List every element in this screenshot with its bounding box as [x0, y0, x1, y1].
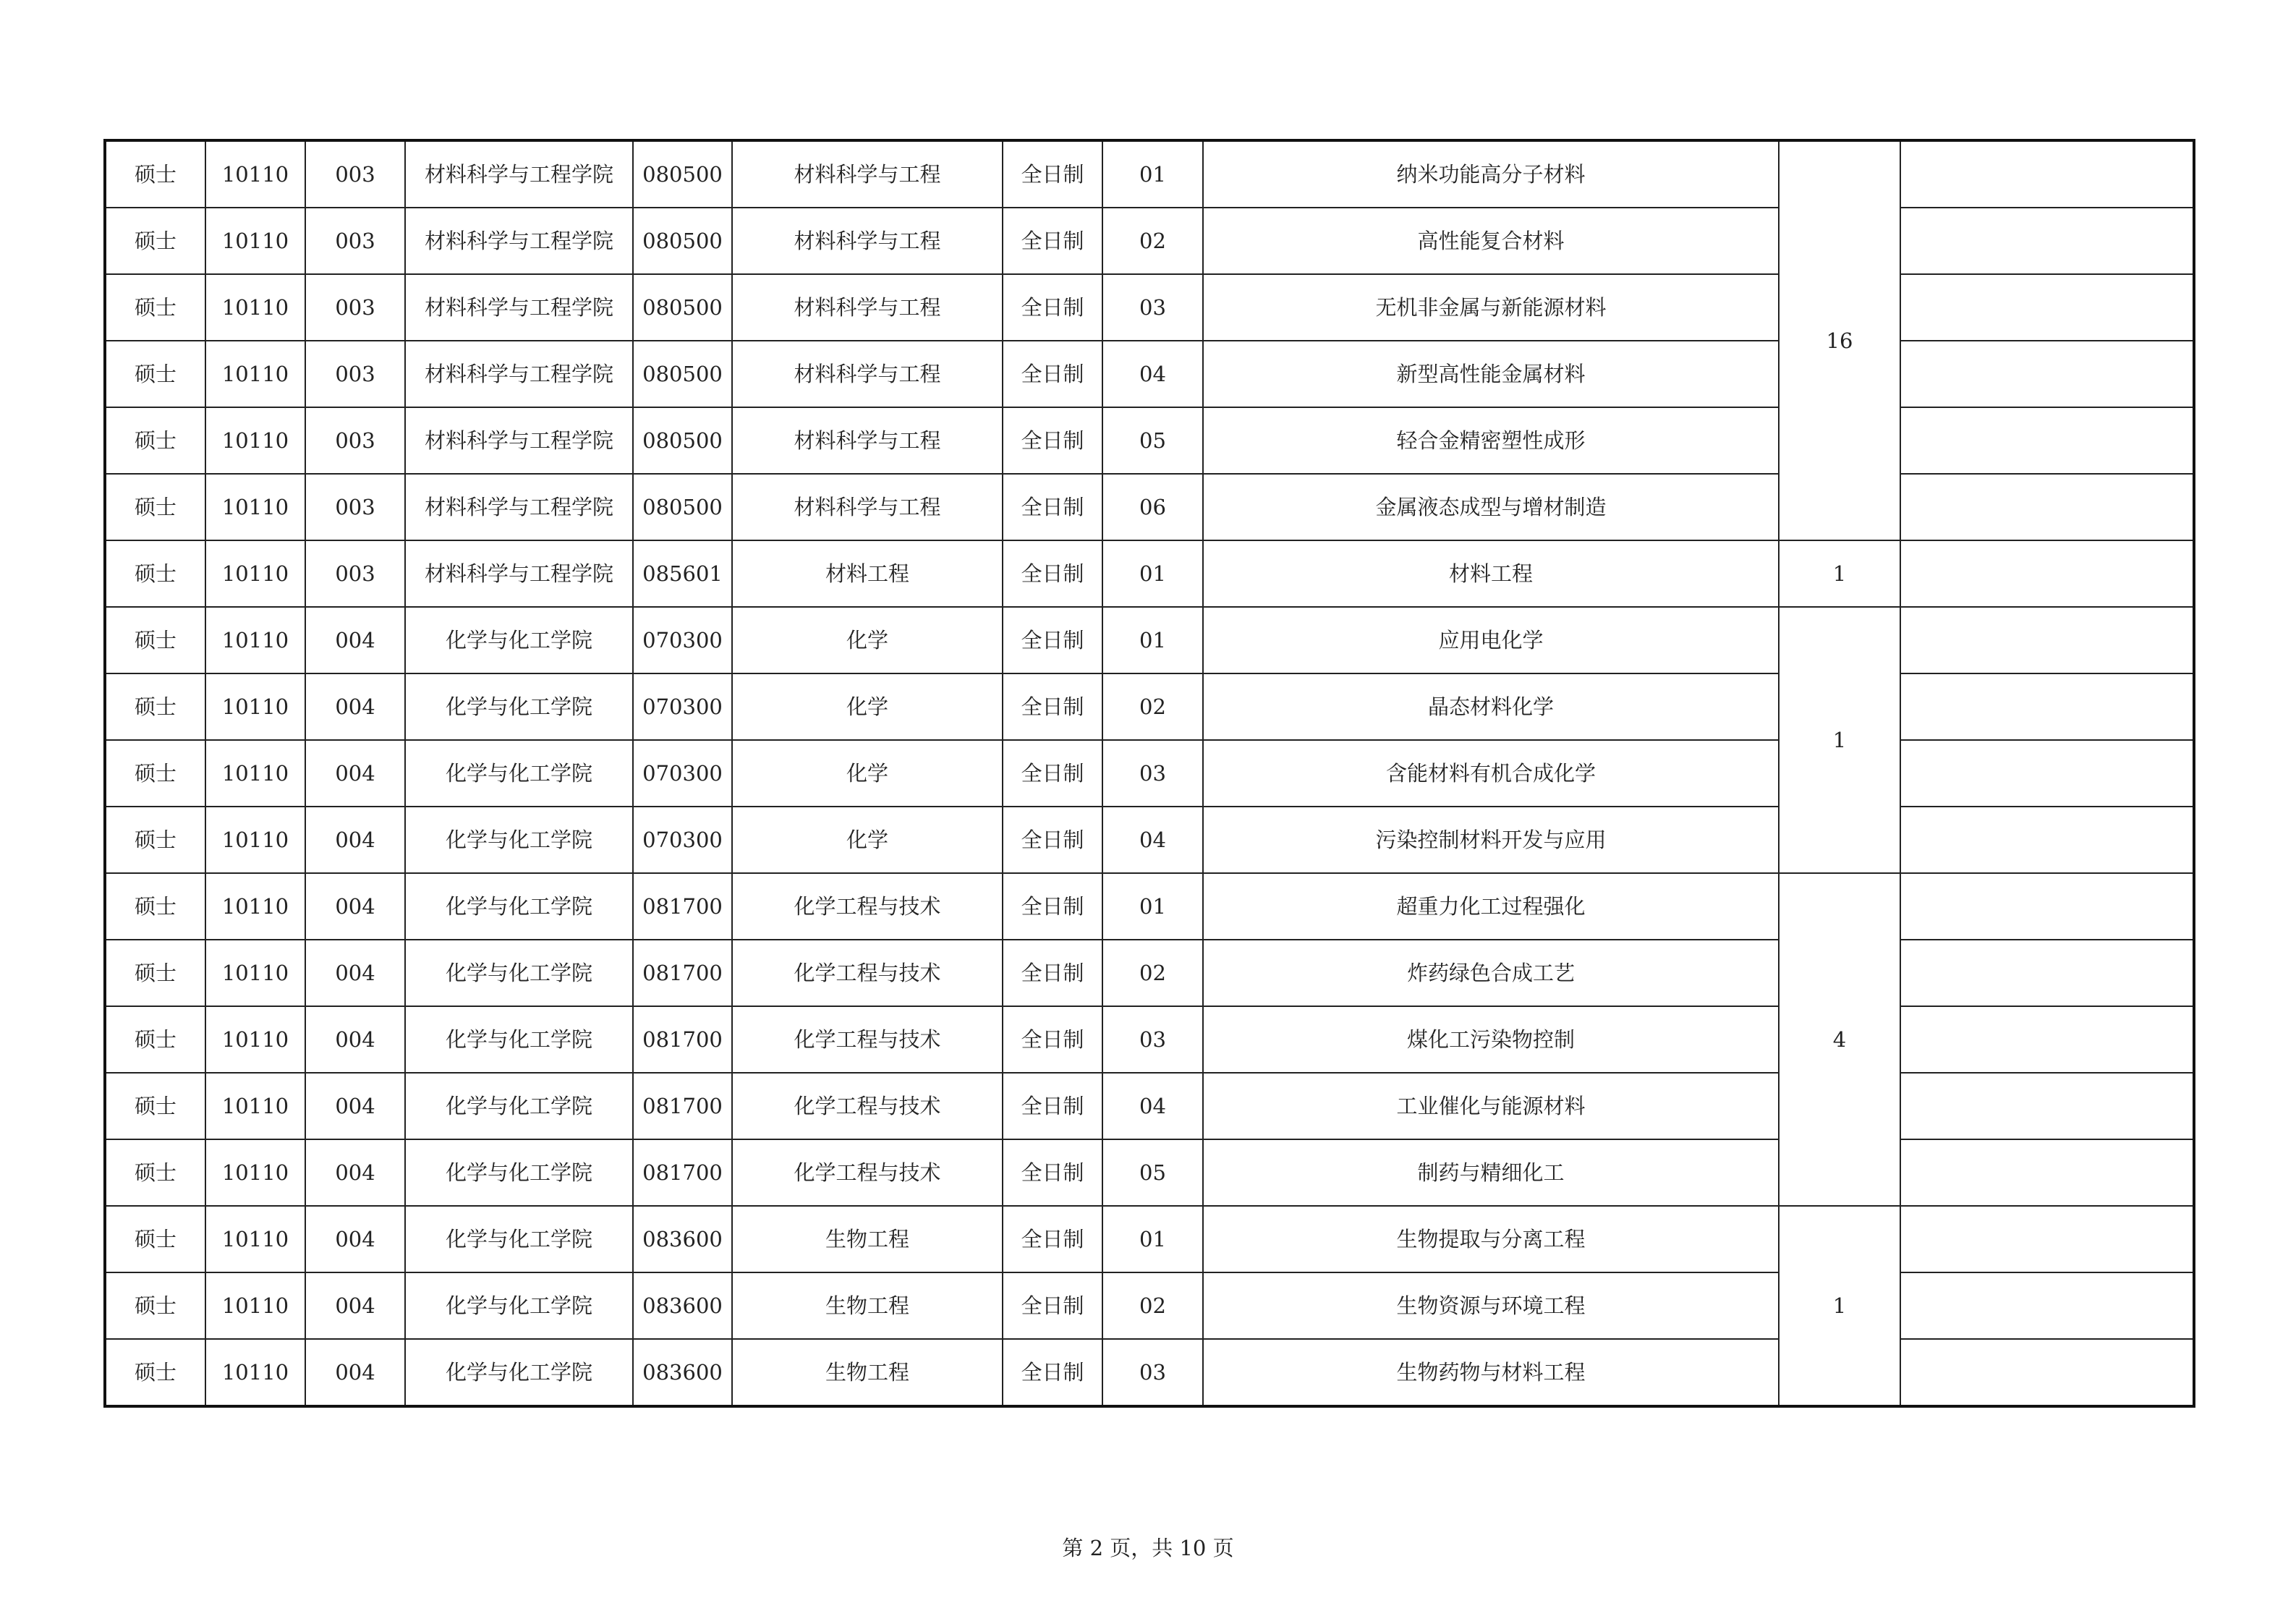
college-cell: 材料科学与工程学院 — [405, 274, 633, 341]
direction-code-cell: 05 — [1102, 1139, 1203, 1206]
major-cell: 材料科学与工程 — [732, 341, 1003, 407]
school-code-cell: 10110 — [205, 873, 305, 940]
college-cell: 材料科学与工程学院 — [405, 341, 633, 407]
major-cell: 化学 — [732, 740, 1003, 807]
direction-code-cell: 01 — [1102, 607, 1203, 673]
study-mode-cell: 全日制 — [1003, 740, 1102, 807]
college-code-cell: 003 — [305, 540, 405, 607]
college-code-cell: 004 — [305, 1272, 405, 1339]
research-direction-cell: 工业催化与能源材料 — [1203, 1073, 1779, 1139]
college-cell: 化学与化工学院 — [405, 873, 633, 940]
school-code-cell: 10110 — [205, 940, 305, 1006]
study-mode-cell: 全日制 — [1003, 807, 1102, 873]
study-mode-cell: 全日制 — [1003, 673, 1102, 740]
college-cell: 化学与化工学院 — [405, 940, 633, 1006]
degree-cell: 硕士 — [105, 940, 205, 1006]
school-code-cell: 10110 — [205, 607, 305, 673]
degree-cell: 硕士 — [105, 274, 205, 341]
remarks-cell — [1900, 873, 2194, 940]
college-code-cell: 004 — [305, 873, 405, 940]
research-direction-cell: 炸药绿色合成工艺 — [1203, 940, 1779, 1006]
research-direction-cell: 轻合金精密塑性成形 — [1203, 407, 1779, 474]
major-code-cell: 080500 — [633, 341, 732, 407]
research-direction-cell: 污染控制材料开发与应用 — [1203, 807, 1779, 873]
table-body — [105, 140, 2194, 1406]
remarks-cell — [1900, 1139, 2194, 1206]
remarks-cell — [1900, 341, 2194, 407]
college-cell: 化学与化工学院 — [405, 673, 633, 740]
major-code-cell: 081700 — [633, 1006, 732, 1073]
college-code-cell: 003 — [305, 140, 405, 208]
remarks-cell — [1900, 274, 2194, 341]
degree-cell: 硕士 — [105, 1006, 205, 1073]
table-row — [105, 540, 2194, 607]
study-mode-cell: 全日制 — [1003, 407, 1102, 474]
study-mode-cell: 全日制 — [1003, 274, 1102, 341]
major-code-cell: 070300 — [633, 673, 732, 740]
direction-code-cell: 05 — [1102, 407, 1203, 474]
degree-cell: 硕士 — [105, 740, 205, 807]
remarks-cell — [1900, 607, 2194, 673]
study-mode-cell: 全日制 — [1003, 1206, 1102, 1272]
remarks-cell — [1900, 740, 2194, 807]
remarks-cell — [1900, 540, 2194, 607]
study-mode-cell: 全日制 — [1003, 1073, 1102, 1139]
school-code-cell: 10110 — [205, 807, 305, 873]
page-number-footer: 第 2 页，共 10 页 — [1062, 1536, 1234, 1560]
degree-cell: 硕士 — [105, 540, 205, 607]
college-code-cell: 003 — [305, 274, 405, 341]
study-mode-cell: 全日制 — [1003, 607, 1102, 673]
school-code-cell: 10110 — [205, 140, 305, 208]
degree-cell: 硕士 — [105, 1206, 205, 1272]
study-mode-cell: 全日制 — [1003, 140, 1102, 208]
table-row — [105, 1206, 2194, 1272]
remarks-cell — [1900, 208, 2194, 274]
college-code-cell: 004 — [305, 1339, 405, 1406]
major-cell: 材料科学与工程 — [732, 407, 1003, 474]
direction-code-cell: 06 — [1102, 474, 1203, 540]
study-mode-cell: 全日制 — [1003, 208, 1102, 274]
college-code-cell: 003 — [305, 208, 405, 274]
school-code-cell: 10110 — [205, 1272, 305, 1339]
degree-cell: 硕士 — [105, 673, 205, 740]
remarks-cell — [1900, 474, 2194, 540]
major-code-cell: 070300 — [633, 607, 732, 673]
table-row — [105, 607, 2194, 673]
school-code-cell: 10110 — [205, 1206, 305, 1272]
degree-cell: 硕士 — [105, 607, 205, 673]
college-code-cell: 004 — [305, 1006, 405, 1073]
quota-cell: 4 — [1779, 873, 1900, 1206]
major-cell: 生物工程 — [732, 1206, 1003, 1272]
direction-code-cell: 02 — [1102, 940, 1203, 1006]
major-cell: 材料科学与工程 — [732, 474, 1003, 540]
major-code-cell: 070300 — [633, 740, 732, 807]
remarks-cell — [1900, 407, 2194, 474]
school-code-cell: 10110 — [205, 740, 305, 807]
school-code-cell: 10110 — [205, 341, 305, 407]
college-cell: 材料科学与工程学院 — [405, 407, 633, 474]
college-code-cell: 004 — [305, 807, 405, 873]
enrollment-table — [103, 139, 2195, 1408]
research-direction-cell: 含能材料有机合成化学 — [1203, 740, 1779, 807]
college-code-cell: 003 — [305, 341, 405, 407]
degree-cell: 硕士 — [105, 1139, 205, 1206]
major-cell: 生物工程 — [732, 1339, 1003, 1406]
major-cell: 化学工程与技术 — [732, 940, 1003, 1006]
school-code-cell: 10110 — [205, 540, 305, 607]
remarks-cell — [1900, 1073, 2194, 1139]
direction-code-cell: 01 — [1102, 1206, 1203, 1272]
major-code-cell: 070300 — [633, 807, 732, 873]
research-direction-cell: 晶态材料化学 — [1203, 673, 1779, 740]
major-code-cell: 080500 — [633, 407, 732, 474]
remarks-cell — [1900, 1206, 2194, 1272]
major-cell: 化学工程与技术 — [732, 1006, 1003, 1073]
table-row — [105, 873, 2194, 940]
degree-cell: 硕士 — [105, 208, 205, 274]
college-cell: 化学与化工学院 — [405, 1272, 633, 1339]
degree-cell: 硕士 — [105, 807, 205, 873]
remarks-cell — [1900, 673, 2194, 740]
study-mode-cell: 全日制 — [1003, 940, 1102, 1006]
major-code-cell: 085601 — [633, 540, 732, 607]
college-cell: 化学与化工学院 — [405, 1139, 633, 1206]
college-cell: 化学与化工学院 — [405, 807, 633, 873]
major-code-cell: 083600 — [633, 1206, 732, 1272]
degree-cell: 硕士 — [105, 341, 205, 407]
degree-cell: 硕士 — [105, 474, 205, 540]
college-code-cell: 004 — [305, 740, 405, 807]
research-direction-cell: 新型高性能金属材料 — [1203, 341, 1779, 407]
major-cell: 化学 — [732, 807, 1003, 873]
research-direction-cell: 生物药物与材料工程 — [1203, 1339, 1779, 1406]
table-row — [105, 140, 2194, 208]
major-code-cell: 080500 — [633, 140, 732, 208]
degree-cell: 硕士 — [105, 1073, 205, 1139]
college-cell: 化学与化工学院 — [405, 1206, 633, 1272]
major-cell: 化学工程与技术 — [732, 873, 1003, 940]
quota-cell: 1 — [1779, 1206, 1900, 1406]
study-mode-cell: 全日制 — [1003, 1139, 1102, 1206]
college-cell: 材料科学与工程学院 — [405, 208, 633, 274]
college-cell: 化学与化工学院 — [405, 1339, 633, 1406]
direction-code-cell: 01 — [1102, 140, 1203, 208]
direction-code-cell: 03 — [1102, 274, 1203, 341]
study-mode-cell: 全日制 — [1003, 1006, 1102, 1073]
major-cell: 化学 — [732, 673, 1003, 740]
research-direction-cell: 高性能复合材料 — [1203, 208, 1779, 274]
major-code-cell: 081700 — [633, 1073, 732, 1139]
major-code-cell: 081700 — [633, 1139, 732, 1206]
degree-cell: 硕士 — [105, 1272, 205, 1339]
research-direction-cell: 应用电化学 — [1203, 607, 1779, 673]
college-code-cell: 003 — [305, 407, 405, 474]
college-code-cell: 004 — [305, 1206, 405, 1272]
direction-code-cell: 03 — [1102, 1339, 1203, 1406]
school-code-cell: 10110 — [205, 1006, 305, 1073]
college-code-cell: 004 — [305, 1139, 405, 1206]
research-direction-cell: 金属液态成型与增材制造 — [1203, 474, 1779, 540]
college-code-cell: 004 — [305, 940, 405, 1006]
school-code-cell: 10110 — [205, 1339, 305, 1406]
direction-code-cell: 04 — [1102, 341, 1203, 407]
remarks-cell — [1900, 807, 2194, 873]
major-cell: 材料工程 — [732, 540, 1003, 607]
major-code-cell: 080500 — [633, 274, 732, 341]
school-code-cell: 10110 — [205, 1139, 305, 1206]
direction-code-cell: 04 — [1102, 807, 1203, 873]
quota-cell: 16 — [1779, 140, 1900, 540]
research-direction-cell: 制药与精细化工 — [1203, 1139, 1779, 1206]
research-direction-cell: 无机非金属与新能源材料 — [1203, 274, 1779, 341]
remarks-cell — [1900, 940, 2194, 1006]
study-mode-cell: 全日制 — [1003, 540, 1102, 607]
degree-cell: 硕士 — [105, 140, 205, 208]
school-code-cell: 10110 — [205, 208, 305, 274]
study-mode-cell: 全日制 — [1003, 341, 1102, 407]
research-direction-cell: 材料工程 — [1203, 540, 1779, 607]
direction-code-cell: 03 — [1102, 1006, 1203, 1073]
enrollment-table-sheet — [103, 139, 2193, 1408]
major-code-cell: 083600 — [633, 1272, 732, 1339]
research-direction-cell: 生物资源与环境工程 — [1203, 1272, 1779, 1339]
college-cell: 化学与化工学院 — [405, 607, 633, 673]
major-cell: 生物工程 — [732, 1272, 1003, 1339]
degree-cell: 硕士 — [105, 873, 205, 940]
degree-cell: 硕士 — [105, 407, 205, 474]
research-direction-cell: 超重力化工过程强化 — [1203, 873, 1779, 940]
direction-code-cell: 01 — [1102, 873, 1203, 940]
study-mode-cell: 全日制 — [1003, 873, 1102, 940]
direction-code-cell: 03 — [1102, 740, 1203, 807]
college-cell: 材料科学与工程学院 — [405, 140, 633, 208]
major-cell: 材料科学与工程 — [732, 208, 1003, 274]
remarks-cell — [1900, 140, 2194, 208]
college-cell: 化学与化工学院 — [405, 1006, 633, 1073]
study-mode-cell: 全日制 — [1003, 1272, 1102, 1339]
school-code-cell: 10110 — [205, 474, 305, 540]
direction-code-cell: 02 — [1102, 673, 1203, 740]
direction-code-cell: 02 — [1102, 208, 1203, 274]
research-direction-cell: 煤化工污染物控制 — [1203, 1006, 1779, 1073]
remarks-cell — [1900, 1339, 2194, 1406]
school-code-cell: 10110 — [205, 1073, 305, 1139]
research-direction-cell: 生物提取与分离工程 — [1203, 1206, 1779, 1272]
remarks-cell — [1900, 1006, 2194, 1073]
degree-cell: 硕士 — [105, 1339, 205, 1406]
school-code-cell: 10110 — [205, 673, 305, 740]
direction-code-cell: 02 — [1102, 1272, 1203, 1339]
direction-code-cell: 01 — [1102, 540, 1203, 607]
major-code-cell: 080500 — [633, 208, 732, 274]
college-code-cell: 003 — [305, 474, 405, 540]
major-code-cell: 081700 — [633, 940, 732, 1006]
research-direction-cell: 纳米功能高分子材料 — [1203, 140, 1779, 208]
major-cell: 材料科学与工程 — [732, 274, 1003, 341]
major-code-cell: 083600 — [633, 1339, 732, 1406]
major-code-cell: 081700 — [633, 873, 732, 940]
school-code-cell: 10110 — [205, 407, 305, 474]
college-cell: 化学与化工学院 — [405, 1073, 633, 1139]
major-code-cell: 080500 — [633, 474, 732, 540]
study-mode-cell: 全日制 — [1003, 474, 1102, 540]
remarks-cell — [1900, 1272, 2194, 1339]
major-cell: 化学 — [732, 607, 1003, 673]
college-cell: 材料科学与工程学院 — [405, 474, 633, 540]
college-cell: 材料科学与工程学院 — [405, 540, 633, 607]
quota-cell: 1 — [1779, 540, 1900, 607]
study-mode-cell: 全日制 — [1003, 1339, 1102, 1406]
major-cell: 材料科学与工程 — [732, 140, 1003, 208]
college-cell: 化学与化工学院 — [405, 740, 633, 807]
college-code-cell: 004 — [305, 673, 405, 740]
direction-code-cell: 04 — [1102, 1073, 1203, 1139]
major-cell: 化学工程与技术 — [732, 1073, 1003, 1139]
college-code-cell: 004 — [305, 1073, 405, 1139]
college-code-cell: 004 — [305, 607, 405, 673]
quota-cell: 1 — [1779, 607, 1900, 873]
school-code-cell: 10110 — [205, 274, 305, 341]
major-cell: 化学工程与技术 — [732, 1139, 1003, 1206]
